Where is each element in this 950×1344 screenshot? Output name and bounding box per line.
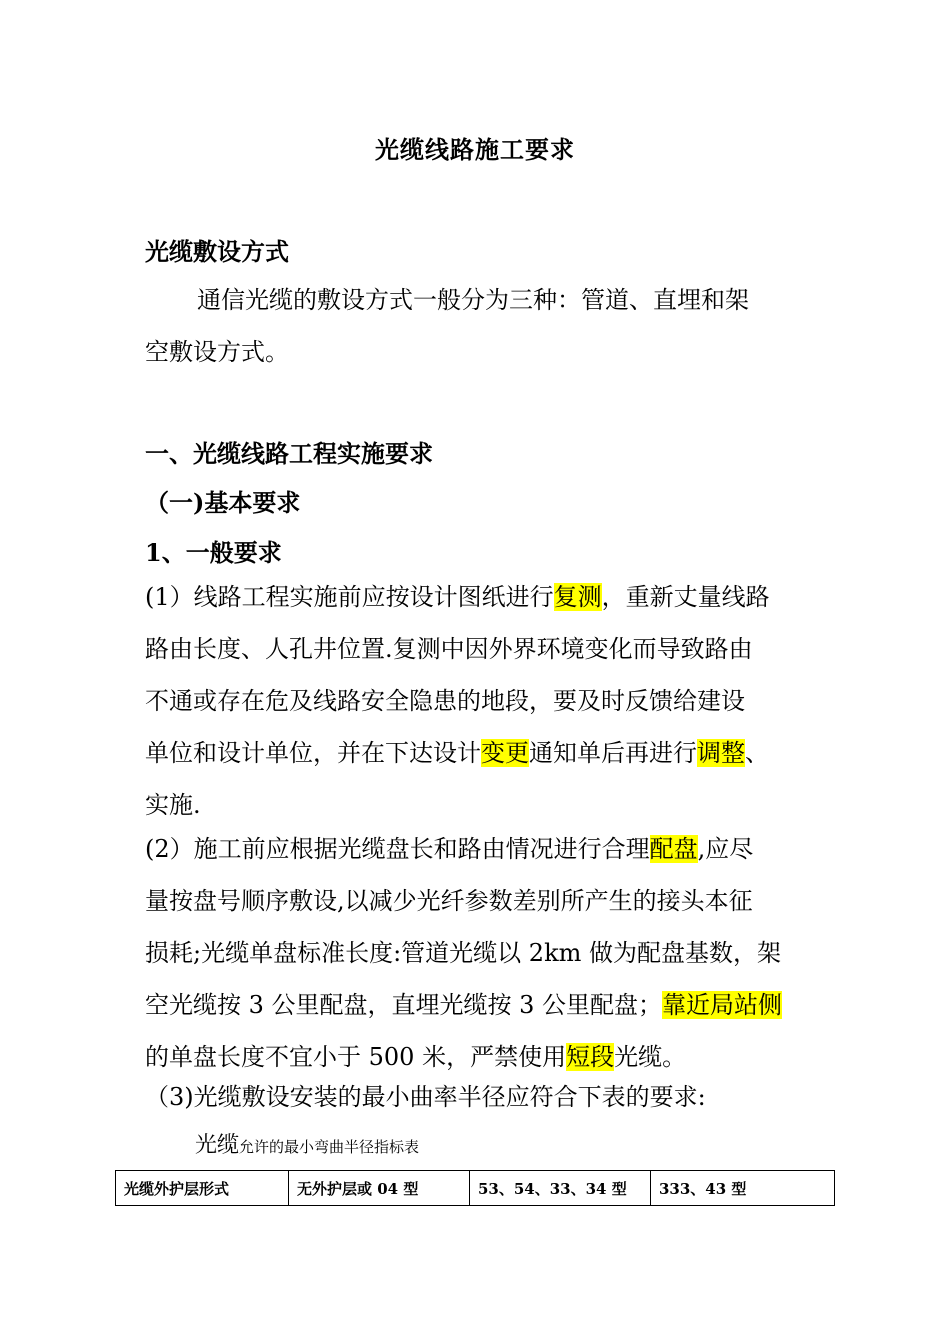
paragraph-line <box>145 727 815 779</box>
sub-heading-basic-requirements: （一)基本要求 <box>145 488 301 517</box>
paragraph-line: 损耗;光缆单盘标准长度:管道光缆以 2km 做为配盘基数，架 <box>145 939 781 967</box>
item-1-retest <box>145 571 815 831</box>
paragraph-line: 路由长度、人孔井位置.复测中因外界环境变化而导致路由 <box>145 635 753 663</box>
text-run: 通知单后再进行 <box>529 739 697 767</box>
paragraph-line: 实施. <box>145 791 201 819</box>
highlight-change: 变更 <box>481 739 529 767</box>
table-header-cell: 333、43 型 <box>651 1171 835 1206</box>
text-run: (2）施工前应根据光缆盘长和路由情况进行合理 <box>145 835 650 863</box>
paragraph-line: 空敷设方式。 <box>145 338 289 366</box>
table-header-cell: 53、54、33、34 型 <box>470 1171 651 1206</box>
highlight-reel-allocation: 配盘 <box>649 835 698 863</box>
table-header-row <box>116 1171 835 1206</box>
paragraph-line: 通信光缆的敷设方式一般分为三种：管道、直埋和架 <box>197 286 749 314</box>
text-run: 的单盘长度不宜小于 500 米，严禁使用 <box>145 1043 567 1071</box>
text-run: ，重新丈量线路 <box>601 583 770 611</box>
paragraph-line <box>145 823 815 875</box>
document-title: 光缆线路施工要求 <box>375 135 575 164</box>
text-run: 单位和设计单位，并在下达设计 <box>145 739 481 767</box>
paragraph-line <box>145 571 815 623</box>
table-header-cell: 光缆外护层形式 <box>116 1171 289 1206</box>
bend-radius-table <box>115 1170 835 1206</box>
item-2-reel-allocation <box>145 823 815 1083</box>
text-run: (1）线路工程实施前应按设计图纸进行 <box>145 583 554 611</box>
sub-sub-heading-general-requirements: 1、一般要求 <box>145 538 282 567</box>
paragraph-line: 不通或存在危及线路安全隐患的地段，要及时反馈给建设 <box>145 687 745 715</box>
item-3-bend-radius <box>145 1071 815 1123</box>
highlight-adjust: 调整 <box>697 739 745 767</box>
table-caption <box>195 1128 419 1159</box>
highlight-near-station: 靠近局站侧 <box>662 991 783 1019</box>
caption-text: 允许的最小弯曲半径指标表 <box>239 1138 420 1156</box>
highlight-short-section: 短段 <box>566 1043 615 1071</box>
caption-prefix: 光缆 <box>195 1133 240 1158</box>
highlight-retest: 复测 <box>553 583 602 611</box>
paragraph-line: （3)光缆敷设安装的最小曲率半径应符合下表的要求: <box>145 1083 706 1111</box>
table-header-cell: 无外护层或 04 型 <box>289 1171 470 1206</box>
section-heading-implementation: 一、光缆线路工程实施要求 <box>145 439 433 468</box>
text-run: 、 <box>745 739 769 767</box>
paragraph-line <box>145 979 815 1031</box>
text-run: 光缆。 <box>614 1043 687 1071</box>
paragraph-line: 量按盘号顺序敷设,以减少光纤参数差别所产生的接头本征 <box>145 887 753 915</box>
text-run: ,应尽 <box>697 835 754 863</box>
paragraph-laying-methods <box>145 274 815 378</box>
text-run: 空光缆按 3 公里配盘，直埋光缆按 3 公里配盘； <box>145 991 663 1019</box>
section-heading-laying-methods: 光缆敷设方式 <box>145 237 289 266</box>
